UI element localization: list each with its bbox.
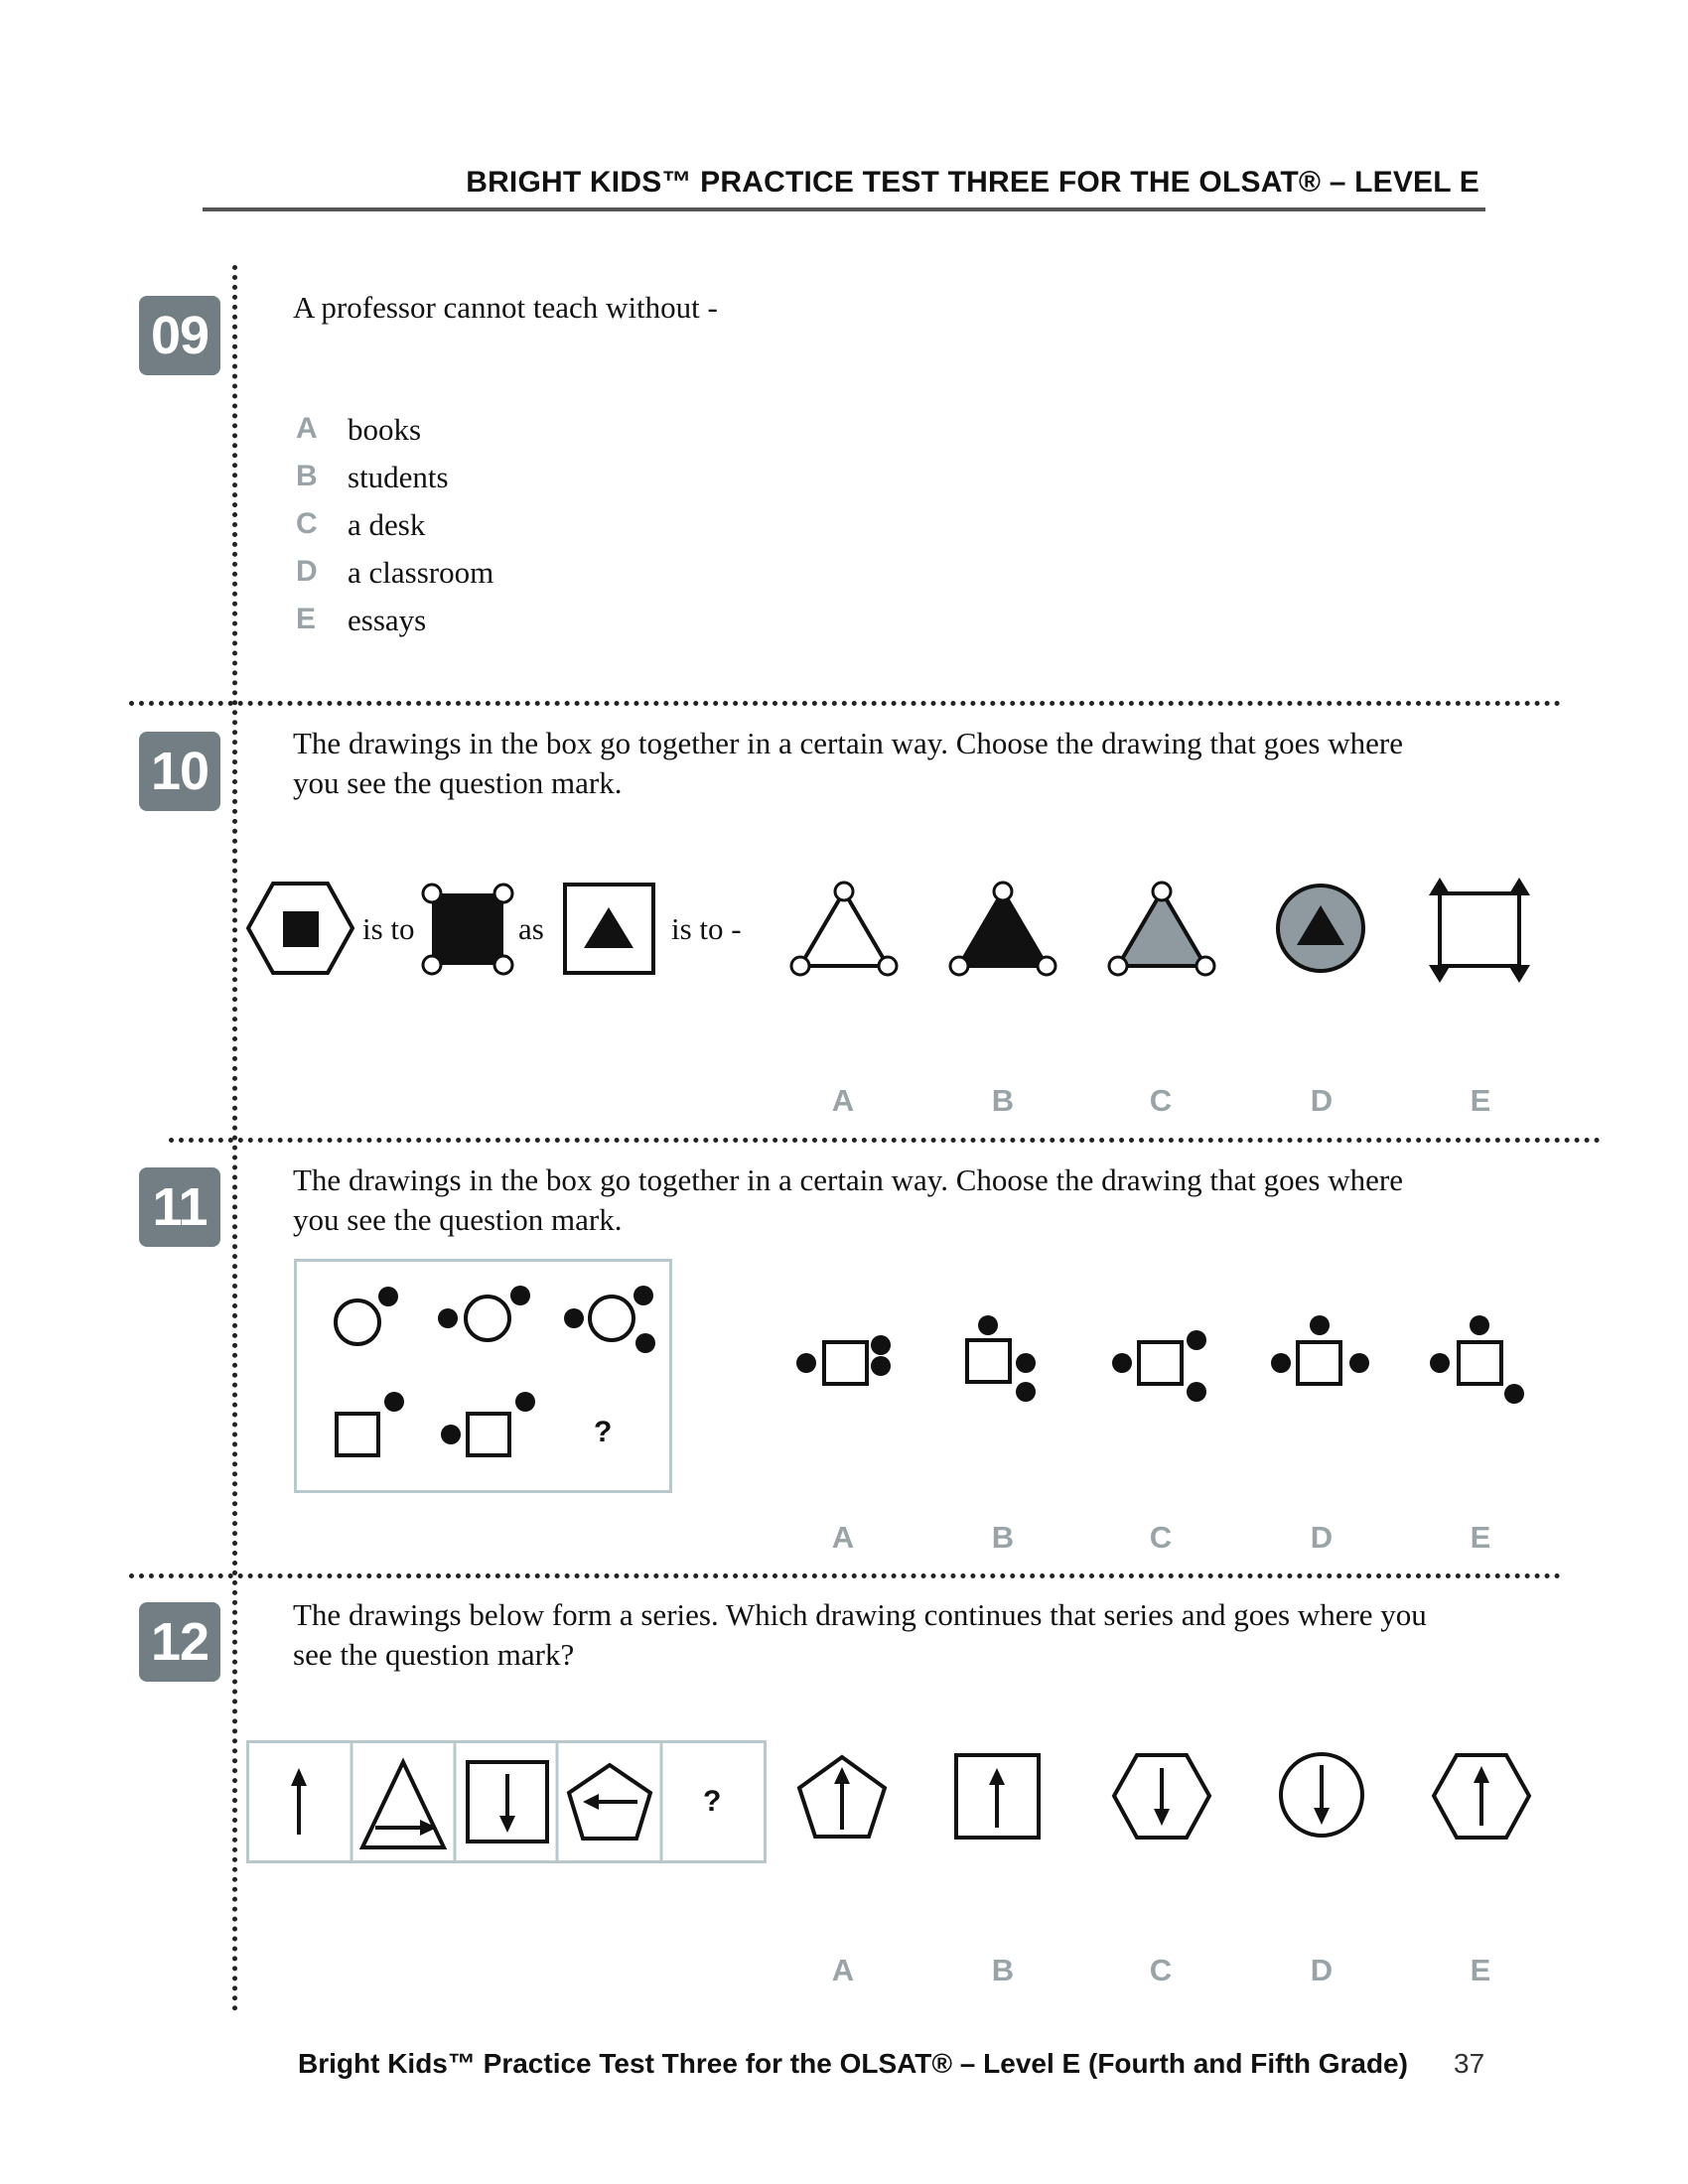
option-text: books [348, 412, 422, 447]
option-letter: A [296, 412, 318, 445]
question-prompt-line-2: you see the question mark. [293, 765, 623, 800]
question-number-badge: 09 [139, 296, 220, 375]
answer-label-b[interactable]: B [991, 1520, 1015, 1555]
answer-label-d[interactable]: D [1310, 1953, 1334, 1987]
question-prompt: A professor cannot teach without - [293, 290, 718, 325]
answer-label-e[interactable]: E [1470, 1520, 1491, 1555]
option-text: essays [348, 603, 427, 637]
answer-label-b[interactable]: B [991, 1953, 1015, 1987]
answer-label-c[interactable]: C [1149, 1083, 1173, 1118]
answer-label-e[interactable]: E [1470, 1083, 1491, 1118]
question-number-badge: 11 [139, 1167, 220, 1247]
hexagon-with-square-figure [243, 879, 357, 978]
separator-09-10 [129, 701, 1561, 706]
answer-label-a[interactable]: A [831, 1520, 855, 1555]
answer-choice-b-figure[interactable] [953, 1752, 1043, 1842]
separator-11-12 [129, 1573, 1561, 1578]
answer-choice-b-figure[interactable] [951, 1308, 1065, 1408]
answer-label-e[interactable]: E [1470, 1953, 1491, 1987]
answer-label-d[interactable]: D [1310, 1520, 1334, 1555]
analogy-word-is-to: is to [362, 911, 415, 946]
answer-label-c[interactable]: C [1149, 1520, 1173, 1555]
option-letter: B [296, 460, 318, 492]
square-with-circles-figure [417, 879, 521, 978]
square-with-triangle-figure [562, 882, 657, 977]
answer-choice-d-figure[interactable] [1264, 1308, 1378, 1408]
option-text: a classroom [348, 555, 494, 590]
answer-label-c[interactable]: C [1149, 1953, 1173, 1987]
series-strip [246, 1740, 767, 1865]
answer-label-a[interactable]: A [831, 1953, 855, 1987]
answer-label-b[interactable]: B [991, 1083, 1015, 1118]
answer-choice-c-figure[interactable] [1105, 879, 1219, 988]
option-letter: E [296, 603, 317, 635]
header-rule [203, 207, 1485, 211]
answer-choice-d-figure[interactable] [1274, 882, 1369, 977]
answer-choice-c-figure[interactable] [1105, 1308, 1219, 1408]
question-prompt-line-1: The drawings in the box go together in a certain way. Choose the drawing that goes where [293, 1162, 1403, 1197]
answer-choice-e-figure[interactable] [1430, 1750, 1533, 1845]
page-header-title: BRIGHT KIDS™ PRACTICE TEST THREE FOR THE OLSAT® – LEVEL E [466, 166, 1479, 199]
answer-choice-d-figure[interactable] [1276, 1749, 1367, 1841]
answer-choice-b-figure[interactable] [946, 879, 1060, 988]
question-prompt-line-1: The drawings in the box go together in a certain way. Choose the drawing that goes where [293, 726, 1403, 760]
answer-choice-a-figure[interactable] [784, 1308, 899, 1398]
missing-item-question-mark: ? [594, 1416, 613, 1448]
question-prompt-line-2: see the question mark? [293, 1637, 575, 1672]
answer-choice-a-figure[interactable] [787, 879, 902, 988]
missing-item-question-mark: ? [703, 1785, 722, 1818]
question-prompt-line-2: you see the question mark. [293, 1202, 623, 1237]
answer-choice-c-figure[interactable] [1110, 1750, 1213, 1845]
question-number-badge: 10 [139, 732, 220, 811]
option-text: a desk [348, 507, 426, 542]
answer-choice-e-figure[interactable] [1421, 874, 1540, 988]
separator-10-11 [169, 1138, 1601, 1143]
analogy-word-as: as [518, 911, 544, 946]
footer-title: Bright Kids™ Practice Test Three for the OLSAT® – Level E (Fourth and Fifth Grade) [298, 2048, 1408, 2079]
problem-box-figures [294, 1259, 672, 1493]
option-text: students [348, 460, 449, 494]
answer-choice-a-figure[interactable] [794, 1750, 890, 1845]
question-number-badge: 12 [139, 1602, 220, 1682]
page-number: 37 [1454, 2048, 1485, 2079]
answer-label-d[interactable]: D [1310, 1083, 1334, 1118]
answer-choice-e-figure[interactable] [1423, 1308, 1537, 1408]
answer-label-a[interactable]: A [831, 1083, 855, 1118]
option-letter: D [296, 555, 318, 588]
option-letter: C [296, 507, 318, 540]
analogy-word-is-to-dash: is to - [671, 911, 742, 946]
question-prompt-line-1: The drawings below form a series. Which drawing continues that series and goes where you [293, 1597, 1427, 1632]
